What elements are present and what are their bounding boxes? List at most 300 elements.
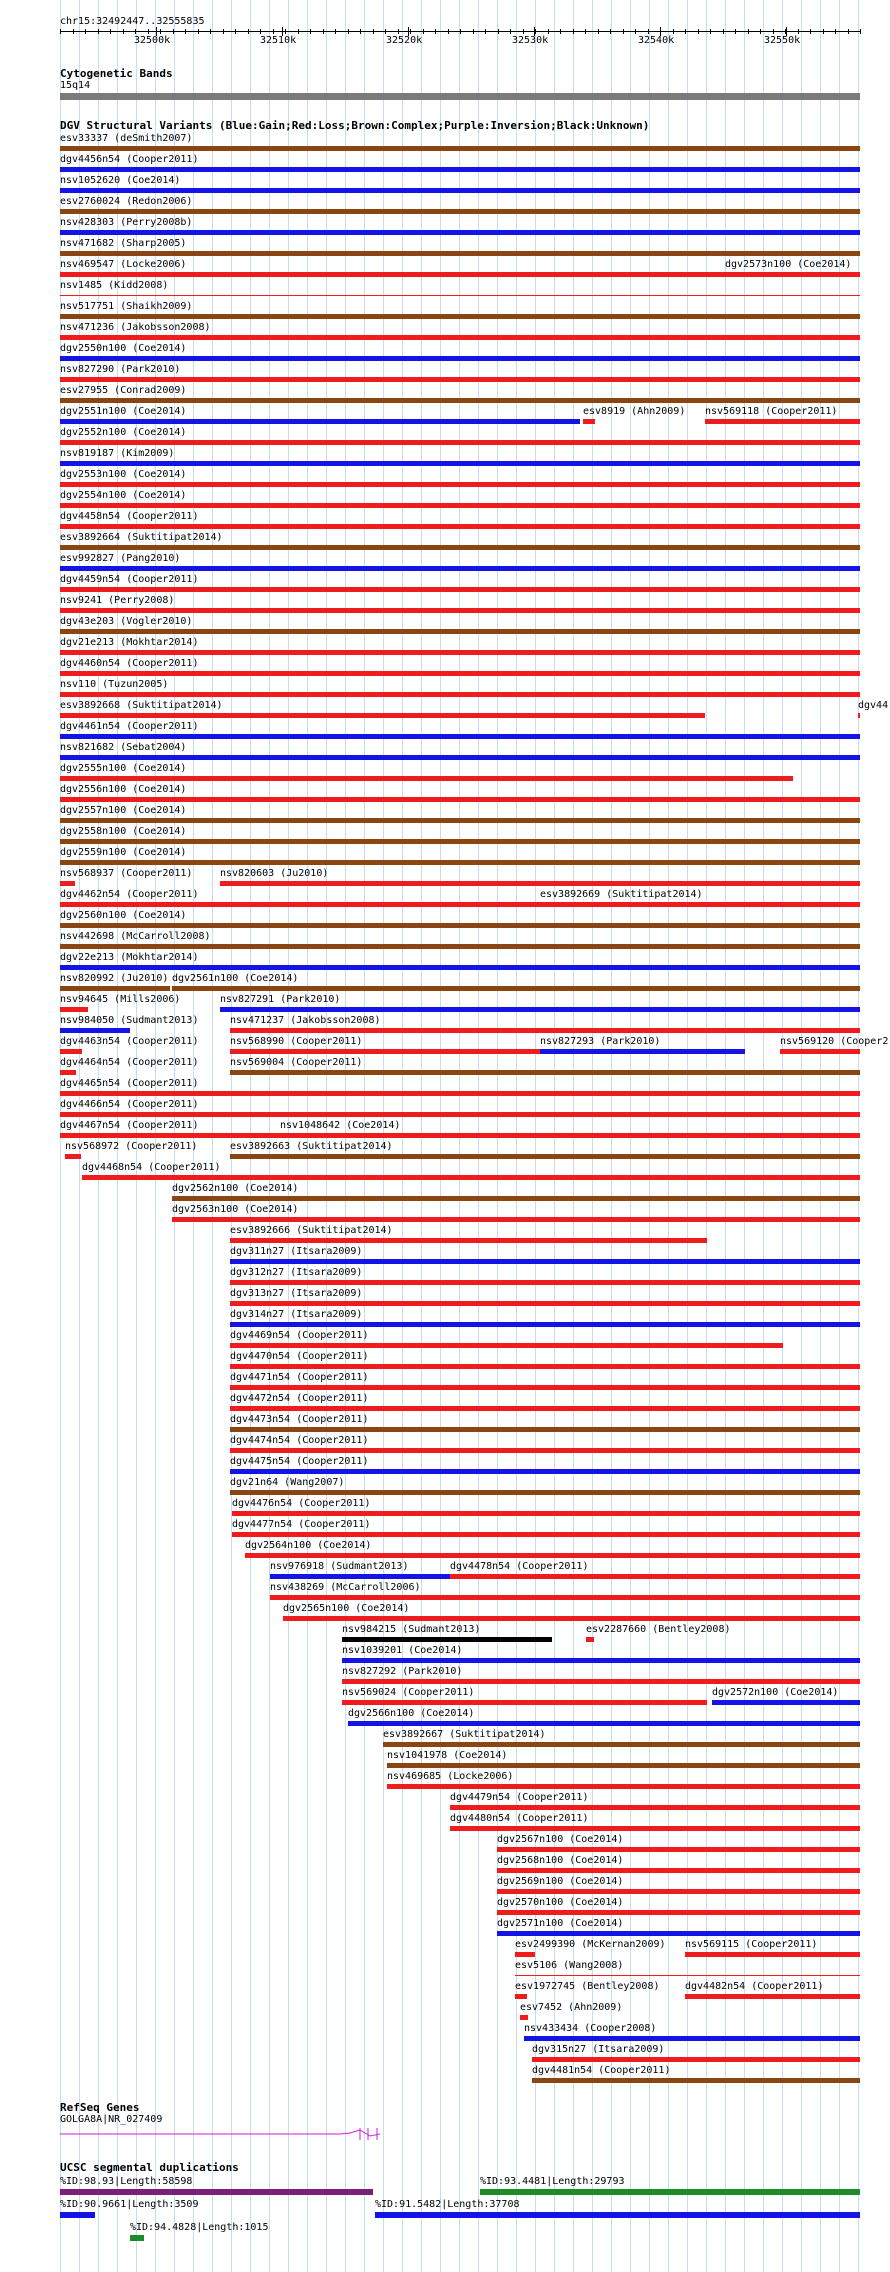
feature-nsv438269[interactable]	[270, 1595, 860, 1600]
feature-dgv4459n54[interactable]	[60, 587, 860, 592]
feature-label: dgv2568n100 (Coe2014)	[497, 1855, 624, 1866]
feature-dgv312n27[interactable]	[230, 1280, 860, 1285]
feature-label: esv7452 (Ahn2009)	[520, 2002, 623, 2013]
feature-label: nsv469547 (Locke2006)	[60, 259, 187, 270]
ruler-minor-tick	[610, 29, 611, 34]
feature-label: esv3892666 (Suktitipat2014)	[230, 1225, 393, 1236]
ruler-minor-tick	[573, 29, 574, 34]
ruler-minor-tick	[448, 29, 449, 34]
segdup-feature[interactable]	[375, 2212, 860, 2218]
feature-dgv4461n54[interactable]	[60, 734, 860, 739]
feature-nsv827291[interactable]	[220, 1007, 860, 1012]
feature-dgv4481n54[interactable]	[532, 2078, 860, 2083]
feature-label: dgv2552n100 (Coe2014)	[60, 427, 187, 438]
feature-esv3892663[interactable]	[230, 1154, 860, 1159]
feature-dgv313n27[interactable]	[230, 1301, 860, 1306]
segdup-label: %ID:91.5482|Length:37708	[375, 2199, 520, 2210]
feature-label: esv3892667 (Suktitipat2014)	[383, 1729, 546, 1740]
feature-dgv2563n100[interactable]	[172, 1217, 860, 1222]
ruler-label: 32550k	[764, 35, 801, 46]
feature-label: nsv110 (Tuzun2005)	[60, 679, 169, 690]
feature-label: dgv2564n100 (Coe2014)	[245, 1540, 372, 1551]
ruler-minor-tick	[748, 29, 749, 34]
feature-nsv820992[interactable]	[60, 986, 170, 991]
feature-label: nsv821682 (Sebat2004)	[60, 742, 187, 753]
ruler-minor-tick	[710, 29, 711, 34]
ruler-minor-tick	[398, 29, 399, 34]
feature-dgv4472n54[interactable]	[230, 1406, 860, 1411]
ruler-minor-tick	[635, 29, 636, 34]
refseq-track-title[interactable]: RefSeq Genes	[60, 2101, 140, 2114]
ruler-minor-tick	[598, 29, 599, 34]
feature-label: dgv315n27 (Itsara2009)	[532, 2044, 665, 2055]
feature-esv3892668[interactable]	[60, 713, 705, 718]
feature-nsv471236[interactable]	[60, 335, 860, 340]
feature-nsv568990[interactable]	[230, 1049, 540, 1054]
feature-label: nsv569120 (Cooper2	[780, 1036, 889, 1047]
refseq-gene-model[interactable]	[60, 2124, 380, 2144]
feature-dgv4469n54[interactable]	[230, 1343, 783, 1348]
feature-esv3892669[interactable]	[540, 902, 860, 907]
feature-esv7452[interactable]	[520, 2015, 528, 2020]
ruler-minor-tick	[473, 29, 474, 34]
feature-dgv4465n54[interactable]	[60, 1091, 860, 1096]
feature-label: dgv4471n54 (Cooper2011)	[230, 1372, 369, 1383]
feature-dgv4479n54[interactable]	[450, 1805, 860, 1810]
feature-label: nsv94645 (Mills2006)	[60, 994, 181, 1005]
ruler-minor-tick	[223, 29, 224, 34]
ruler-minor-tick	[135, 29, 136, 34]
feature-nsv433434[interactable]	[524, 2036, 860, 2041]
ruler-minor-tick	[310, 29, 311, 34]
ruler-minor-tick	[623, 29, 624, 34]
feature-dgv2554n100[interactable]	[60, 503, 860, 508]
feature-label: dgv2563n100 (Coe2014)	[172, 1204, 299, 1215]
feature-dgv43e203[interactable]	[60, 629, 860, 634]
feature-esv33337[interactable]	[60, 146, 860, 151]
feature-esv992827[interactable]	[60, 566, 860, 571]
feature-dgv314n27[interactable]	[230, 1322, 860, 1327]
feature-label: dgv2562n100 (Coe2014)	[172, 1183, 299, 1194]
feature-dgv2566n100[interactable]	[348, 1721, 860, 1726]
feature-nsv569118[interactable]	[705, 419, 860, 424]
feature-label: dgv2558n100 (Coe2014)	[60, 826, 187, 837]
feature-label: esv3892664 (Suktitipat2014)	[60, 532, 223, 543]
feature-dgv311n27[interactable]	[230, 1259, 860, 1264]
ruler-minor-tick	[735, 29, 736, 34]
feature-label: esv1972745 (Bentley2008)	[515, 1981, 660, 1992]
ruler-minor-tick	[73, 29, 74, 34]
feature-label: dgv2570n100 (Coe2014)	[497, 1897, 624, 1908]
feature-dgv2550n100[interactable]	[60, 356, 860, 361]
feature-dgv4464n54[interactable]	[60, 1070, 76, 1075]
ruler-minor-tick	[298, 29, 299, 34]
feature-label: nsv1041978 (Coe2014)	[387, 1750, 508, 1761]
feature-label: dgv2560n100 (Coe2014)	[60, 910, 187, 921]
ruler-minor-tick	[673, 29, 674, 34]
ruler-minor-tick	[60, 29, 61, 34]
feature-esv27955[interactable]	[60, 398, 860, 403]
ruler-minor-tick	[548, 29, 549, 34]
feature-label: dgv4466n54 (Cooper2011)	[60, 1099, 199, 1110]
feature-nsv820603[interactable]	[220, 881, 860, 886]
segdup-label: %ID:94.4828|Length:1015	[130, 2222, 269, 2233]
feature-dgv4473n54[interactable]	[230, 1427, 860, 1432]
feature-label: nsv984050 (Sudmant2013)	[60, 1015, 199, 1026]
feature-dgv4466n54[interactable]	[60, 1112, 860, 1117]
ruler-minor-tick	[848, 29, 849, 34]
feature-dgv4458n54[interactable]	[60, 524, 860, 529]
feature-nsv428303[interactable]	[60, 230, 860, 235]
feature-nsv94645[interactable]	[60, 1007, 88, 1012]
feature-dgv4463n54[interactable]	[60, 1049, 82, 1054]
ruler-minor-tick	[385, 29, 386, 34]
feature-label: dgv4458n54 (Cooper2011)	[60, 511, 199, 522]
feature-nsv110[interactable]	[60, 692, 860, 697]
ruler-minor-tick	[185, 29, 186, 34]
feature-label: esv5106 (Wang2008)	[515, 1960, 624, 1971]
feature-label: nsv827291 (Park2010)	[220, 994, 341, 1005]
feature-dgv4475n54[interactable]	[230, 1469, 860, 1474]
ruler-minor-tick	[860, 29, 861, 34]
feature-label: dgv4475n54 (Cooper2011)	[230, 1456, 369, 1467]
feature-label: nsv1485 (Kidd2008)	[60, 280, 169, 291]
ruler-minor-tick	[460, 29, 461, 34]
feature-label: nsv568990 (Cooper2011)	[230, 1036, 363, 1047]
feature-dgv4482n54[interactable]	[685, 1994, 860, 1999]
feature-label: dgv312n27 (Itsara2009)	[230, 1267, 363, 1278]
feature-esv8919[interactable]	[583, 419, 595, 424]
feature-nsv1048642[interactable]	[280, 1133, 860, 1138]
feature-nsv984050[interactable]	[60, 1028, 130, 1033]
feature-label: nsv9241 (Perry2008)	[60, 595, 175, 606]
cytoband-15q14[interactable]	[60, 93, 860, 100]
feature-dgv4456n54[interactable]	[60, 167, 860, 172]
ruler-label: 32540k	[638, 35, 675, 46]
ruler-minor-tick	[435, 29, 436, 34]
feature-esv3892666[interactable]	[230, 1238, 707, 1243]
ruler-minor-tick	[123, 29, 124, 34]
feature-esv5106[interactable]	[515, 1975, 860, 1976]
feature-label: nsv1039201 (Coe2014)	[342, 1645, 463, 1656]
feature-nsv984215[interactable]	[342, 1637, 552, 1642]
feature-label: dgv4456n54 (Cooper2011)	[60, 154, 199, 165]
feature-label: nsv1048642 (Coe2014)	[280, 1120, 401, 1131]
feature-nsv569024[interactable]	[342, 1700, 707, 1705]
feature-dgv4471n54[interactable]	[230, 1385, 860, 1390]
feature-label: esv3892663 (Suktitipat2014)	[230, 1141, 393, 1152]
feature-label: dgv4468n54 (Cooper2011)	[82, 1162, 221, 1173]
feature-label: nsv984215 (Sudmant2013)	[342, 1624, 481, 1635]
feature-dgv315n27[interactable]	[532, 2057, 860, 2062]
feature-label: dgv4476n54 (Cooper2011)	[232, 1498, 371, 1509]
feature-label: nsv819187 (Kim2009)	[60, 448, 175, 459]
feature-dgv2555n100[interactable]	[60, 776, 793, 781]
feature-label: dgv21e213 (Mokhtar2014)	[60, 637, 199, 648]
feature-label: dgv2565n100 (Coe2014)	[283, 1603, 410, 1614]
feature-nsv1052620[interactable]	[60, 188, 860, 193]
ruler-minor-tick	[648, 29, 649, 34]
feature-dgv4468n54[interactable]	[82, 1175, 860, 1180]
ruler-minor-tick	[685, 29, 686, 34]
feature-label: dgv311n27 (Itsara2009)	[230, 1246, 363, 1257]
ruler-minor-tick	[360, 29, 361, 34]
ruler-minor-tick	[98, 29, 99, 34]
feature-label: esv3892668 (Suktitipat2014)	[60, 700, 223, 711]
feature-nsv517751[interactable]	[60, 314, 860, 319]
feature-label: nsv827293 (Park2010)	[540, 1036, 661, 1047]
feature-label: esv992827 (Pang2010)	[60, 553, 181, 564]
ruler-minor-tick	[523, 29, 524, 34]
ruler-minor-tick	[835, 29, 836, 34]
ruler-minor-tick	[585, 29, 586, 34]
feature-dgv22e213[interactable]	[60, 965, 860, 970]
feature-label: nsv827292 (Park2010)	[342, 1666, 463, 1677]
feature-nsv471237[interactable]	[230, 1028, 860, 1033]
segdup-track-title[interactable]: UCSC segmental duplications	[60, 2161, 239, 2174]
ruler-label: 32520k	[386, 35, 423, 46]
feature-label: dgv43e203 (Vogler2010)	[60, 616, 193, 627]
feature-nsv471682[interactable]	[60, 251, 860, 256]
ruler-minor-tick	[485, 29, 486, 34]
ruler-label: 32510k	[260, 35, 297, 46]
ruler-minor-tick	[810, 29, 811, 34]
feature-dgv2556n100[interactable]	[60, 797, 860, 802]
feature-dgv2568n100[interactable]	[497, 1868, 860, 1873]
feature-nsv442698[interactable]	[60, 944, 860, 949]
cytoband-label: 15q14	[60, 80, 91, 91]
segdup-feature[interactable]	[60, 2189, 373, 2195]
feature-label: dgv4463n54 (Cooper2011)	[60, 1036, 199, 1047]
feature-label: dgv2557n100 (Coe2014)	[60, 805, 187, 816]
feature-label: nsv438269 (McCarroll2006)	[270, 1582, 421, 1593]
feature-label: dgv4480n54 (Cooper2011)	[450, 1813, 589, 1824]
feature-label: esv33337 (deSmith2007)	[60, 133, 193, 144]
segdup-label: %ID:90.9661|Length:3509	[60, 2199, 199, 2210]
feature-label: dgv4461n54 (Cooper2011)	[60, 721, 199, 732]
ruler-minor-tick	[510, 29, 511, 34]
ruler-minor-tick	[335, 29, 336, 34]
feature-nsv821682[interactable]	[60, 755, 860, 760]
feature-label: dgv44	[858, 700, 889, 711]
feature-dgv2573n100[interactable]	[725, 272, 860, 277]
feature-label: nsv820603 (Ju2010)	[220, 868, 329, 879]
feature-label: dgv2571n100 (Coe2014)	[497, 1918, 624, 1929]
feature-label: nsv428303 (Perry2008b)	[60, 217, 193, 228]
feature-label: dgv313n27 (Itsara2009)	[230, 1288, 363, 1299]
feature-esv2760024[interactable]	[60, 209, 860, 214]
feature-nsv1485[interactable]	[60, 295, 860, 296]
feature-nsv569004[interactable]	[230, 1070, 860, 1075]
feature-label: dgv21n64 (Wang2007)	[230, 1477, 345, 1488]
feature-label: dgv2572n100 (Coe2014)	[712, 1687, 839, 1698]
ruler-minor-tick	[423, 29, 424, 34]
feature-label: dgv4467n54 (Cooper2011)	[60, 1120, 199, 1131]
feature-label: esv2499390 (McKernan2009)	[515, 1939, 666, 1950]
feature-label: dgv4470n54 (Cooper2011)	[230, 1351, 369, 1362]
feature-dgv2561n100[interactable]	[172, 986, 860, 991]
feature-label: nsv569118 (Cooper2011)	[705, 406, 838, 417]
ruler-minor-tick	[410, 29, 411, 34]
feature-label: dgv2555n100 (Coe2014)	[60, 763, 187, 774]
feature-label: dgv2573n100 (Coe2014)	[725, 259, 852, 270]
feature-label: nsv568972 (Cooper2011)	[65, 1141, 198, 1152]
feature-nsv569120[interactable]	[780, 1049, 860, 1054]
feature-dgv4476n54[interactable]	[232, 1511, 860, 1516]
feature-esv3892667[interactable]	[383, 1742, 860, 1747]
feature-nsv9241[interactable]	[60, 608, 860, 613]
feature-dgv2557n100[interactable]	[60, 818, 860, 823]
feature-label: dgv2567n100 (Coe2014)	[497, 1834, 624, 1845]
ruler-minor-tick	[273, 29, 274, 34]
ruler-minor-tick	[498, 29, 499, 34]
feature-nsv469685[interactable]	[387, 1784, 860, 1789]
feature-dgv4470n54[interactable]	[230, 1364, 860, 1369]
ruler-minor-tick	[560, 29, 561, 34]
feature-label: dgv2551n100 (Coe2014)	[60, 406, 187, 417]
feature-dgv2564n100[interactable]	[245, 1553, 860, 1558]
feature-label: dgv2556n100 (Coe2014)	[60, 784, 187, 795]
feature-nsv569115[interactable]	[685, 1952, 860, 1957]
refseq-gene-label[interactable]: GOLGA8A|NR_027409	[60, 2114, 163, 2125]
feature-label: dgv4459n54 (Cooper2011)	[60, 574, 199, 585]
feature-dgv4477n54[interactable]	[232, 1532, 860, 1537]
feature-dgv2565n100[interactable]	[283, 1616, 860, 1621]
feature-label: dgv22e213 (Mokhtar2014)	[60, 952, 199, 963]
feature-label: nsv471682 (Sharp2005)	[60, 238, 187, 249]
feature-dgv2571n100[interactable]	[497, 1931, 860, 1936]
ruler-minor-tick	[698, 29, 699, 34]
feature-label: nsv471237 (Jakobsson2008)	[230, 1015, 381, 1026]
feature-label: dgv4460n54 (Cooper2011)	[60, 658, 199, 669]
feature-dgv2558n100[interactable]	[60, 839, 860, 844]
ruler-minor-tick	[823, 29, 824, 34]
ruler-minor-tick	[148, 29, 149, 34]
ruler-label: 32500k	[134, 35, 171, 46]
ruler-minor-tick	[235, 29, 236, 34]
feature-label: dgv2566n100 (Coe2014)	[348, 1708, 475, 1719]
feature-label: dgv4482n54 (Cooper2011)	[685, 1981, 824, 1992]
ruler-minor-tick	[173, 29, 174, 34]
feature-label: dgv4462n54 (Cooper2011)	[60, 889, 199, 900]
feature-dgv21e213[interactable]	[60, 650, 860, 655]
cytoband-track-title[interactable]: Cytogenetic Bands	[60, 67, 173, 80]
feature-label: dgv2561n100 (Coe2014)	[172, 973, 299, 984]
feature-esv2287660[interactable]	[586, 1637, 594, 1642]
feature-dgv2569n100[interactable]	[497, 1889, 860, 1894]
feature-dgv2553n100[interactable]	[60, 482, 860, 487]
feature-label: nsv569024 (Cooper2011)	[342, 1687, 475, 1698]
feature-label: dgv2550n100 (Coe2014)	[60, 343, 187, 354]
feature-nsv827290[interactable]	[60, 377, 860, 382]
feature-label: dgv4481n54 (Cooper2011)	[532, 2065, 671, 2076]
feature-label: nsv1052620 (Coe2014)	[60, 175, 181, 186]
feature-label: nsv517751 (Shaikh2009)	[60, 301, 193, 312]
feature-label: dgv4469n54 (Cooper2011)	[230, 1330, 369, 1341]
ruler-minor-tick	[798, 29, 799, 34]
feature-label: dgv4472n54 (Cooper2011)	[230, 1393, 369, 1404]
feature-nsv1039201[interactable]	[342, 1658, 860, 1663]
feature-dgv44[interactable]	[858, 713, 860, 718]
ruler-minor-tick	[160, 29, 161, 34]
feature-dgv21n64[interactable]	[230, 1490, 860, 1495]
feature-esv2499390[interactable]	[515, 1952, 535, 1957]
segdup-feature[interactable]	[480, 2189, 860, 2195]
feature-nsv568972[interactable]	[65, 1154, 81, 1159]
segdup-label: %ID:93.4481|Length:29793	[480, 2176, 625, 2187]
feature-label: dgv2569n100 (Coe2014)	[497, 1876, 624, 1887]
feature-label: nsv569004 (Cooper2011)	[230, 1057, 363, 1068]
feature-dgv4480n54[interactable]	[450, 1826, 860, 1831]
position-label: chr15:32492447..32555835	[60, 16, 205, 27]
feature-label: esv2760024 (Redon2006)	[60, 196, 193, 207]
feature-label: dgv2553n100 (Coe2014)	[60, 469, 187, 480]
feature-dgv2551n100[interactable]	[60, 419, 580, 424]
feature-label: nsv442698 (McCarroll2008)	[60, 931, 211, 942]
feature-nsv827293[interactable]	[540, 1049, 745, 1054]
ruler-label: 32530k	[512, 35, 549, 46]
feature-label: nsv827290 (Park2010)	[60, 364, 181, 375]
feature-nsv819187[interactable]	[60, 461, 860, 466]
ruler-minor-tick	[323, 29, 324, 34]
ruler-minor-tick	[348, 29, 349, 34]
feature-esv1972745[interactable]	[515, 1994, 527, 1999]
ruler-minor-tick	[198, 29, 199, 34]
ruler-minor-tick	[85, 29, 86, 34]
feature-label: dgv2559n100 (Coe2014)	[60, 847, 187, 858]
feature-esv3892664[interactable]	[60, 545, 860, 550]
feature-dgv4474n54[interactable]	[230, 1448, 860, 1453]
feature-nsv568937[interactable]	[60, 881, 75, 886]
segdup-label: %ID:98.93|Length:58598	[60, 2176, 193, 2187]
feature-dgv2560n100[interactable]	[60, 923, 860, 928]
feature-dgv2559n100[interactable]	[60, 860, 860, 865]
feature-dgv2552n100[interactable]	[60, 440, 860, 445]
ruler-minor-tick	[723, 29, 724, 34]
feature-label: nsv568937 (Cooper2011)	[60, 868, 193, 879]
feature-label: nsv569115 (Cooper2011)	[685, 1939, 818, 1950]
feature-label: esv2287660 (Bentley2008)	[586, 1624, 731, 1635]
ruler-minor-tick	[760, 29, 761, 34]
feature-label: dgv4478n54 (Cooper2011)	[450, 1561, 589, 1572]
feature-label: dgv4477n54 (Cooper2011)	[232, 1519, 371, 1530]
feature-label: dgv4473n54 (Cooper2011)	[230, 1414, 369, 1425]
feature-label: dgv4479n54 (Cooper2011)	[450, 1792, 589, 1803]
feature-dgv4478n54[interactable]	[450, 1574, 860, 1579]
feature-dgv4460n54[interactable]	[60, 671, 860, 676]
feature-label: esv3892669 (Suktitipat2014)	[540, 889, 703, 900]
feature-label: nsv976918 (Sudmant2013)	[270, 1561, 409, 1572]
feature-label: dgv4474n54 (Cooper2011)	[230, 1435, 369, 1446]
feature-label: nsv433434 (Cooper2008)	[524, 2023, 657, 2034]
feature-dgv2562n100[interactable]	[172, 1196, 860, 1201]
feature-label: dgv314n27 (Itsara2009)	[230, 1309, 363, 1320]
feature-nsv1041978[interactable]	[387, 1763, 860, 1768]
ruler-minor-tick	[773, 29, 774, 34]
segdup-feature[interactable]	[130, 2235, 144, 2241]
feature-dgv2567n100[interactable]	[497, 1847, 860, 1852]
ruler-minor-tick	[210, 29, 211, 34]
feature-dgv2570n100[interactable]	[497, 1910, 860, 1915]
segdup-feature[interactable]	[60, 2212, 95, 2218]
ruler-minor-tick	[260, 29, 261, 34]
ruler-minor-tick	[535, 29, 536, 34]
feature-label: esv27955 (Conrad2009)	[60, 385, 187, 396]
dgv-track-title[interactable]: DGV Structural Variants (Blue:Gain;Red:Loss;Brown:Complex;Purple:Inversion;Black:Unknown)	[60, 119, 650, 132]
feature-dgv2572n100[interactable]	[712, 1700, 860, 1705]
feature-nsv827292[interactable]	[342, 1679, 860, 1684]
feature-label: nsv820992 (Ju2010)	[60, 973, 169, 984]
